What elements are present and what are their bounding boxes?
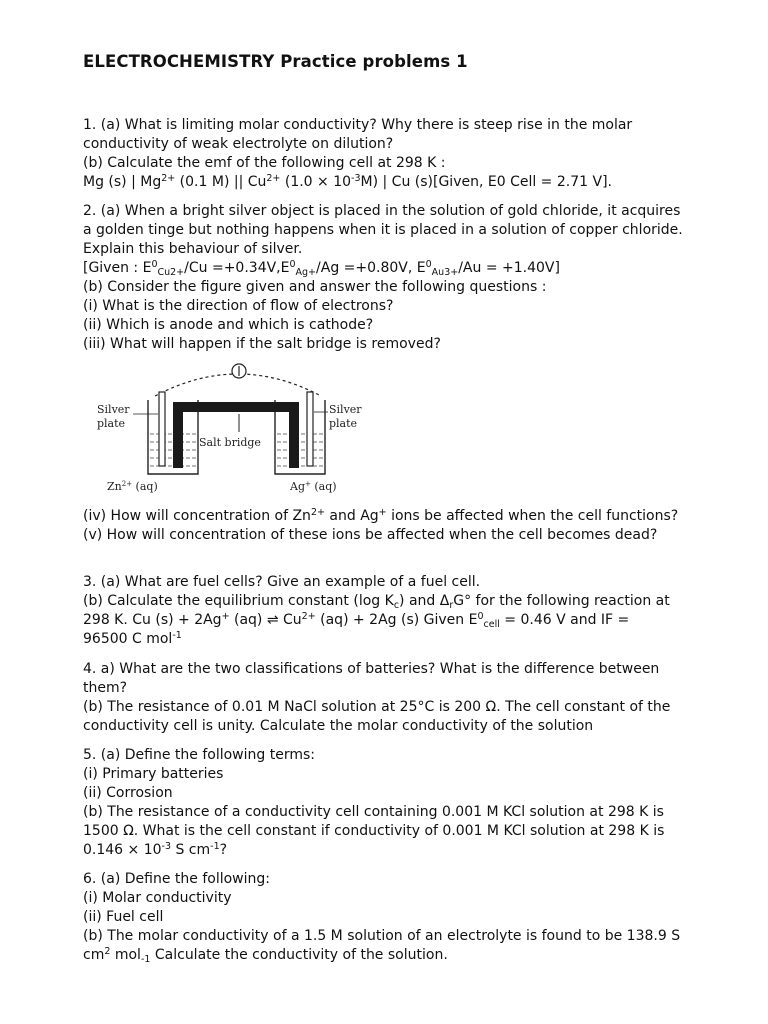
- left-silver-plate: [159, 392, 165, 466]
- svg-text:Zn2+ (aq): $Zn^{2+}$ (aq): [107, 480, 158, 493]
- svg-text:Ag+ (aq): Ag+ (aq): [290, 480, 337, 493]
- svg-text:plate: plate: [329, 417, 358, 430]
- question-2-sub-ii: (ii) Which is anode and which is cathode?: [83, 317, 374, 333]
- question-1: [83, 116, 693, 192]
- svg-text:Silver: Silver: [329, 403, 362, 416]
- question-3-faraday: 96500 C mol$^{-1}$: [83, 630, 182, 647]
- question-1-cell-notation: Mg (s) | $Mg^{2+}$ (0.1 M) || $Cu^{2+}$ $(1.0 \times 10^{-3}M)$ | Cu (s)[Given, E0 Cell = 2.71 V].: [83, 173, 612, 190]
- question-3: [83, 573, 693, 649]
- question-4: [83, 660, 693, 736]
- cell-diagram-figure: [93, 356, 363, 496]
- question-2-sub-iv: (iv) How will concentration of $Zn^{2+}$ and Ag+ ions be affected when the cell functions?: [83, 507, 679, 524]
- question-3-part-a: 3. (a) What are fuel cells? Give an example of a fuel cell.: [83, 574, 481, 590]
- question-2-part-b: (b) Consider the figure given and answer the following questions :: [83, 279, 547, 295]
- question-6-sub-ii: (ii) Fuel cell: [83, 909, 164, 925]
- question-2-sub-i: (i) What is the direction of flow of electrons?: [83, 298, 394, 314]
- question-2-given: [Given : $E^0_{Cu2+}/Cu =+0.34V,E^0_{Ag+}/Ag =+0.80V$, $E^0_{Au3+}/Au = +1.40V$]: [83, 259, 560, 278]
- question-5: [83, 746, 693, 860]
- question-3-reaction: 298 K. Cu (s) + 2Ag+ (aq) ⇌ $Cu^{2+}$ (aq) + 2Ag (s) Given $E^0_{cell} = 0.46$ V and IF =: [83, 611, 630, 630]
- right-silver-plate: [307, 392, 313, 466]
- svg-text:Silver: Silver: [97, 403, 130, 416]
- question-2-sub-v: (v) How will concentration of these ions be affected when the cell becomes dead?: [83, 527, 658, 543]
- page-title: ELECTROCHEMISTRY Practice problems 1: [83, 52, 468, 71]
- question-2-continued: [83, 507, 693, 545]
- question-6: [83, 870, 693, 965]
- question-5-sub-ii: (ii) Corrosion: [83, 785, 173, 801]
- question-2-sub-iii: (iii) What will happen if the salt bridge is removed?: [83, 336, 441, 352]
- question-6-part-a: 6. (a) Define the following:: [83, 871, 270, 887]
- question-4-part-a: 4. a) What are the two classifications of batteries? What is the difference between them?: [83, 661, 660, 696]
- question-1-part-a: 1. (a) What is limiting molar conductivity? Why there is steep rise in the molar conductivity of weak electrolyte on dilution?: [83, 117, 633, 152]
- question-5-part-b: (b) The resistance of a conductivity cell containing 0.001 M KCl solution at 298 K is 1500 Ω. What is the cell constant if conductivity of 0.001 M KCl solution at 298 K is $0.146 \times 10^{-3}$ S $cm^{-1}$?: [83, 804, 665, 858]
- question-1-part-b: (b) Calculate the emf of the following cell at 298 K :: [83, 155, 446, 171]
- question-3-part-b: (b) Calculate the equilibrium constant (log $K_c$) and $\Delta_rG^\circ$ for the following reaction at: [83, 593, 670, 611]
- svg-text:Salt bridge: Salt bridge: [199, 436, 261, 449]
- question-4-part-b: (b) The resistance of 0.01 M NaCl solution at 25°C is 200 Ω. The cell constant of the conductivity cell is unity. Calculate the molar conductivity of the solution: [83, 699, 671, 734]
- question-5-sub-i: (i) Primary batteries: [83, 766, 224, 782]
- svg-text:plate: plate: [97, 417, 126, 430]
- question-2: [83, 202, 693, 354]
- cell-diagram: [93, 356, 363, 496]
- question-6-part-b: (b) The molar conductivity of a 1.5 M solution of an electrolyte is found to be 138.9 S $cm^2$ mol$_{-1}$ Calculate the conductivity of the solution.: [83, 928, 681, 965]
- question-5-part-a: 5. (a) Define the following terms:: [83, 747, 315, 763]
- question-2-part-a: 2. (a) When a bright silver object is placed in the solution of gold chloride, it acquires a golden tinge but nothing happens when it is placed in a solution of copper chloride. Explain this behaviour of silver.: [83, 203, 683, 257]
- question-6-sub-i: (i) Molar conductivity: [83, 890, 232, 906]
